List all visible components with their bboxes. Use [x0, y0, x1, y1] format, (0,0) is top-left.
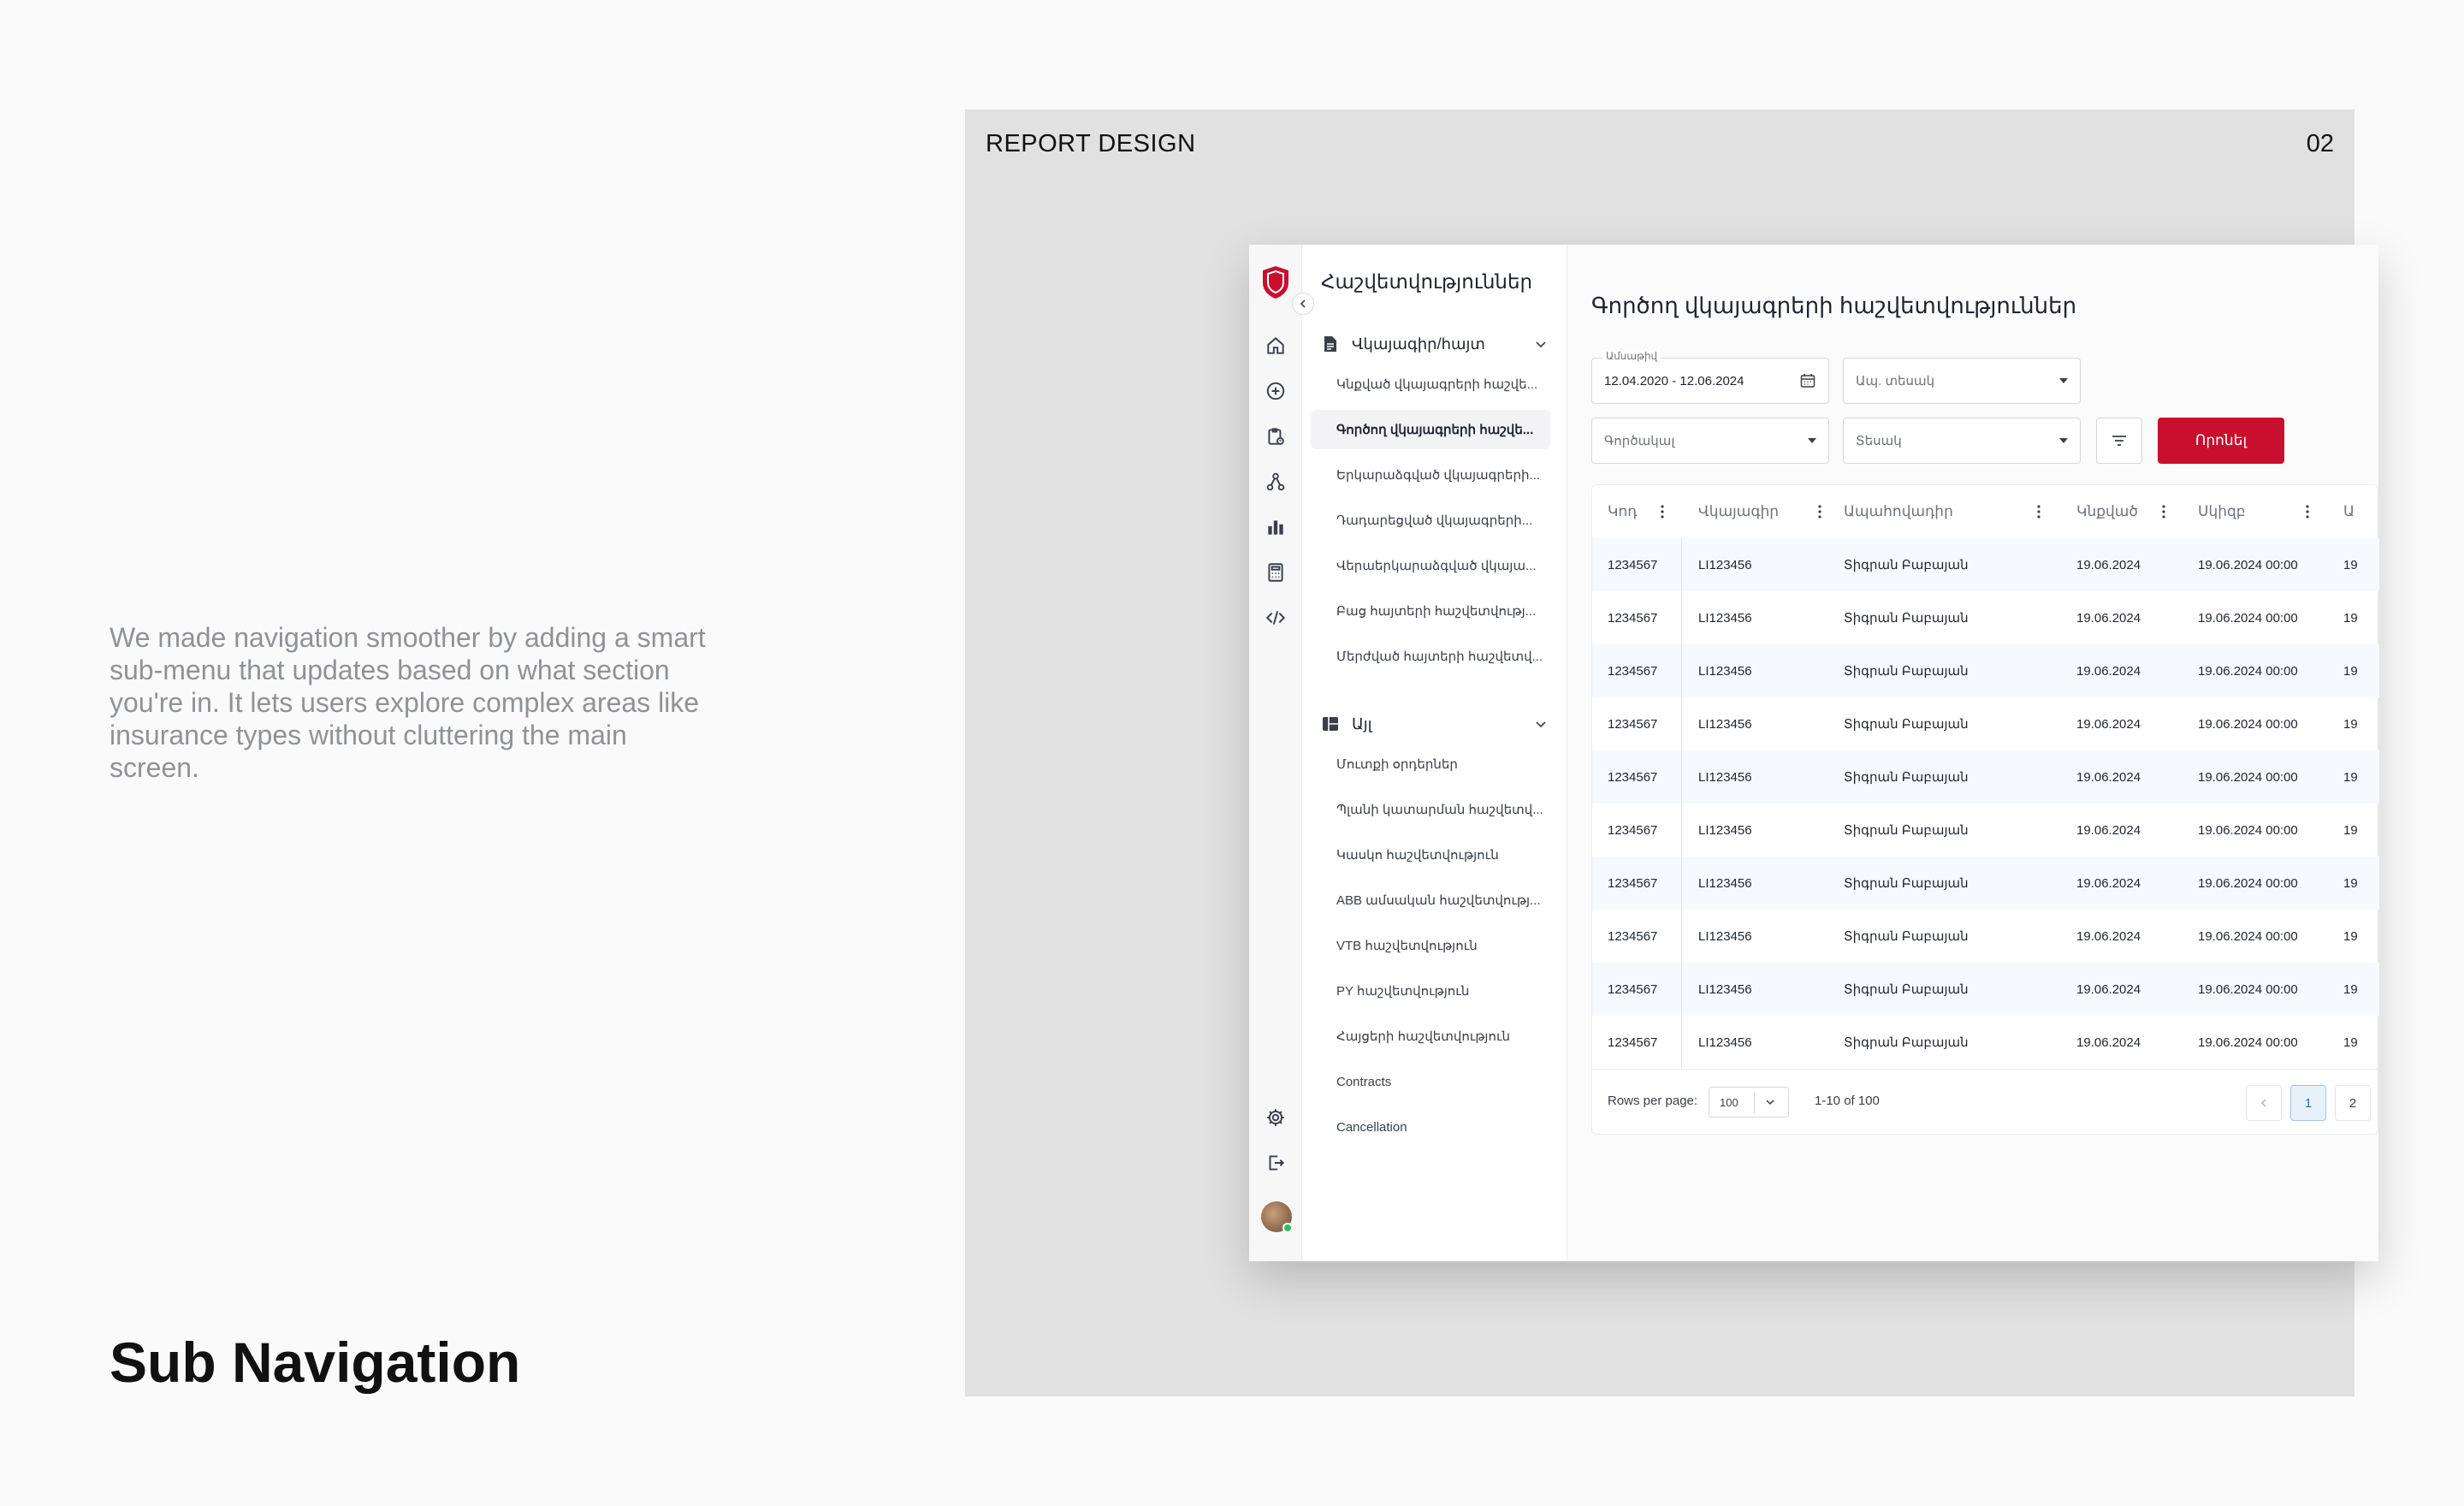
avatar[interactable]	[1261, 1201, 1292, 1232]
more-vertical-icon[interactable]	[1813, 503, 1827, 520]
sub-navigation	[1302, 245, 1567, 1261]
calendar-icon[interactable]	[1799, 372, 1816, 389]
cell-end-date: 19	[2343, 663, 2358, 679]
column-header-end[interactable]	[2343, 485, 2379, 538]
chevron-left-icon	[1298, 299, 1308, 309]
rows-per-page-label: Rows per page:	[1608, 1094, 1698, 1108]
insurance-type-select[interactable]	[1843, 358, 2081, 404]
subnav-item-vtb-report[interactable]: VTB հաշվետվություն	[1336, 939, 1478, 953]
table-row[interactable]	[1592, 803, 2379, 857]
subnav-item-cancellation[interactable]: Cancellation	[1336, 1119, 1407, 1135]
plus-circle-icon[interactable]	[1264, 379, 1288, 403]
app-window	[1249, 245, 2378, 1261]
cell-start-date: 19.06.2024 00:00	[2198, 716, 2298, 732]
agent-select[interactable]	[1591, 418, 1829, 464]
cell-sealed-date: 19.06.2024	[2076, 610, 2141, 626]
cell-code: 1234567	[1608, 981, 1658, 997]
cell-policyholder: Տիգրան Բաբայան	[1844, 717, 1969, 732]
cell-sealed-date: 19.06.2024	[2076, 875, 2141, 891]
column-header-certificate[interactable]	[1698, 485, 1827, 538]
icon-rail	[1249, 245, 1302, 1261]
cell-code: 1234567	[1608, 769, 1658, 785]
cell-certificate: LI123456	[1698, 981, 1752, 997]
report-design-panel	[965, 110, 2358, 1396]
filter-button[interactable]	[2096, 418, 2142, 464]
cell-start-date: 19.06.2024 00:00	[2198, 557, 2298, 572]
column-header-label: Կնքված	[2076, 503, 2138, 519]
more-vertical-icon[interactable]	[1656, 503, 1669, 520]
cell-start-date: 19.06.2024 00:00	[2198, 663, 2298, 679]
subnav-item-extended-certificates[interactable]: Երկարաձգված վկայագրերի...	[1336, 468, 1541, 483]
chevron-down-icon	[1533, 716, 1549, 732]
subnav-item-sealed-certificates[interactable]: Կնքված վկայագրերի հաշվե...	[1336, 377, 1538, 392]
pagination-range: 1-10 of 100	[1815, 1094, 1880, 1108]
filter-icon	[2110, 431, 2129, 450]
subnav-item-open-requests[interactable]: Բաց հայտերի հաշվետվությ...	[1336, 604, 1537, 619]
cell-start-date: 19.06.2024 00:00	[2198, 981, 2298, 997]
cell-code: 1234567	[1608, 716, 1658, 732]
cell-policyholder: Տիգրան Բաբայան	[1844, 558, 1969, 572]
column-header-start[interactable]	[2198, 485, 2314, 538]
subnav-title: Հաշվետվություններ	[1321, 270, 1533, 293]
subnav-item-plan-execution[interactable]: Պլանի կատարման հաշվետվ...	[1336, 803, 1543, 817]
panel-label: REPORT DESIGN	[986, 130, 1196, 157]
caret-down-icon	[1808, 438, 1816, 443]
page-title: Գործող վկայագրերի հաշվետվություններ	[1591, 293, 2077, 318]
clipboard-icon[interactable]	[1264, 424, 1288, 448]
previous-page-button[interactable]	[2246, 1085, 2282, 1121]
chevron-down-icon	[1533, 336, 1549, 352]
gear-icon[interactable]	[1264, 1106, 1288, 1130]
kind-select[interactable]	[1843, 418, 2081, 464]
subnav-item-contracts[interactable]: Contracts	[1336, 1074, 1392, 1089]
subnav-group-certificates[interactable]	[1321, 329, 1549, 359]
table-pagination	[1592, 1069, 2379, 1135]
subnav-group-label: Վկայագիր/հայտ	[1352, 335, 1485, 353]
page-button-1[interactable]: 1	[2290, 1085, 2326, 1121]
collapse-button[interactable]	[1292, 293, 1314, 315]
report-table	[1591, 484, 2378, 1135]
cell-code: 1234567	[1608, 663, 1658, 679]
kind-placeholder: Տեսակ	[1856, 434, 1902, 448]
column-header-sealed[interactable]	[2076, 485, 2171, 538]
cell-end-date: 19	[2343, 875, 2358, 891]
cell-sealed-date: 19.06.2024	[2076, 663, 2141, 679]
subnav-item-incoming-orders[interactable]: Մուտքի օրդերներ	[1336, 757, 1458, 772]
bar-chart-icon[interactable]	[1264, 515, 1288, 539]
column-header-label: Վկայագիր	[1698, 503, 1780, 519]
cell-code: 1234567	[1608, 557, 1658, 572]
cell-code: 1234567	[1608, 875, 1658, 891]
column-header-policyholder[interactable]	[1844, 485, 2046, 538]
subnav-item-active-certificates[interactable]: Գործող վկայագրերի հաշվե...	[1311, 410, 1550, 449]
agent-placeholder: Գործակալ	[1604, 434, 1675, 448]
cell-certificate: LI123456	[1698, 928, 1752, 944]
table-row[interactable]	[1592, 591, 2379, 644]
cell-start-date: 19.06.2024 00:00	[2198, 822, 2298, 838]
cell-policyholder: Տիգրան Բաբայան	[1844, 611, 1969, 626]
network-icon[interactable]	[1264, 470, 1288, 494]
cell-policyholder: Տիգրան Բաբայան	[1844, 1035, 1969, 1050]
cell-code: 1234567	[1608, 928, 1658, 944]
cell-start-date: 19.06.2024 00:00	[2198, 1035, 2298, 1050]
cell-end-date: 19	[2343, 769, 2358, 785]
cell-end-date: 19	[2343, 610, 2358, 626]
cell-sealed-date: 19.06.2024	[2076, 928, 2141, 944]
subnav-item-claims-report[interactable]: Հայցերի հաշվետվություն	[1336, 1029, 1511, 1044]
table-row[interactable]	[1592, 750, 2379, 803]
cell-certificate: LI123456	[1698, 663, 1752, 679]
chevron-left-icon	[2259, 1098, 2269, 1108]
subnav-item-terminated-certificates[interactable]: Դադարեցված վկայագրերի...	[1336, 513, 1533, 528]
subnav-group-other[interactable]	[1321, 709, 1549, 739]
date-range-field[interactable]	[1591, 350, 1829, 404]
column-divider	[1681, 538, 1682, 1069]
cell-sealed-date: 19.06.2024	[2076, 557, 2141, 572]
cell-end-date: 19	[2343, 822, 2358, 838]
cell-end-date: 19	[2343, 716, 2358, 732]
page-button-2[interactable]: 2	[2335, 1085, 2371, 1121]
table-row[interactable]	[1592, 910, 2379, 963]
cell-start-date: 19.06.2024 00:00	[2198, 610, 2298, 626]
cell-certificate: LI123456	[1698, 822, 1752, 838]
slide-description: We made navigation smoother by adding a smart sub-menu that updates based on what section you're in. It lets users explore complex areas like insurance types without cluttering the main screen.	[110, 622, 706, 783]
cell-policyholder: Տիգրան Բաբայան	[1844, 876, 1969, 891]
main-content	[1567, 245, 2378, 1261]
cell-certificate: LI123456	[1698, 557, 1752, 572]
more-vertical-icon[interactable]	[2157, 503, 2171, 520]
cell-code: 1234567	[1608, 610, 1658, 626]
code-icon[interactable]	[1264, 606, 1288, 630]
document-icon	[1321, 335, 1340, 353]
cell-policyholder: Տիգրան Բաբայան	[1844, 664, 1969, 679]
cell-end-date: 19	[2343, 928, 2358, 944]
cell-end-date: 19	[2343, 557, 2358, 572]
cell-certificate: LI123456	[1698, 610, 1752, 626]
calculator-icon[interactable]	[1264, 560, 1288, 584]
chevron-down-icon	[1762, 1094, 1778, 1110]
subnav-item-abb-monthly[interactable]: ABB ամսական հաշվետվությ...	[1336, 893, 1541, 908]
caret-down-icon	[2059, 438, 2068, 443]
more-vertical-icon[interactable]	[2301, 503, 2314, 520]
rows-per-page-value: 100	[1720, 1095, 1738, 1109]
column-header-label: Սկիզբ	[2198, 503, 2246, 519]
cell-start-date: 19.06.2024 00:00	[2198, 928, 2298, 944]
panel-number: 02	[2306, 130, 2334, 157]
cell-policyholder: Տիգրան Բաբայան	[1844, 982, 1969, 997]
layout-icon	[1321, 714, 1340, 733]
brand-shield-icon[interactable]	[1261, 265, 1290, 299]
date-range-value: 12.04.2020 - 12.06.2024	[1604, 373, 1744, 388]
column-header-label: Ա	[2343, 503, 2355, 519]
rows-per-page-select[interactable]	[1709, 1087, 1789, 1118]
date-range-label: Ամսաթիվ	[1602, 350, 1661, 362]
table-row[interactable]	[1592, 538, 2379, 591]
subnav-group-label: Այլ	[1352, 714, 1372, 732]
cell-end-date: 19	[2343, 981, 2358, 997]
home-icon[interactable]	[1264, 334, 1288, 358]
online-status-dot	[1282, 1223, 1293, 1233]
table-row[interactable]	[1592, 644, 2379, 697]
logout-icon[interactable]	[1264, 1151, 1288, 1175]
cell-start-date: 19.06.2024 00:00	[2198, 769, 2298, 785]
cell-certificate: LI123456	[1698, 769, 1752, 785]
caret-down-icon	[2059, 378, 2068, 383]
cell-end-date: 19	[2343, 1035, 2358, 1050]
insurance-type-placeholder: Ապ. տեսակ	[1856, 374, 1935, 388]
slide-title: Sub Navigation	[110, 1331, 521, 1394]
more-vertical-icon[interactable]	[2032, 503, 2046, 520]
select-divider	[1754, 1093, 1755, 1113]
column-header-label: Կոդ	[1608, 503, 1638, 519]
table-row[interactable]	[1592, 697, 2379, 750]
cell-code: 1234567	[1608, 1035, 1658, 1050]
cell-start-date: 19.06.2024 00:00	[2198, 875, 2298, 891]
cell-certificate: LI123456	[1698, 1035, 1752, 1050]
cell-policyholder: Տիգրան Բաբայան	[1844, 929, 1969, 944]
cell-certificate: LI123456	[1698, 716, 1752, 732]
subnav-item-casco-report[interactable]: Կասկո հաշվետվություն	[1336, 848, 1499, 863]
subnav-item-rejected-requests[interactable]: Մերժված հայտերի հաշվետվ...	[1336, 649, 1543, 664]
cell-policyholder: Տիգրան Բաբայան	[1844, 770, 1969, 785]
cell-sealed-date: 19.06.2024	[2076, 981, 2141, 997]
search-button[interactable]: Որոնել	[2158, 418, 2284, 464]
cell-sealed-date: 19.06.2024	[2076, 716, 2141, 732]
subnav-item-reextended-certificates[interactable]: Վերաերկարաձգված վկայա...	[1336, 559, 1537, 573]
cell-sealed-date: 19.06.2024	[2076, 822, 2141, 838]
column-header-label: Ապահովադիր	[1844, 503, 1953, 519]
subnav-item-py-report[interactable]: PY հաշվետվություն	[1336, 984, 1470, 999]
column-header-code[interactable]	[1608, 485, 1669, 538]
cell-certificate: LI123456	[1698, 875, 1752, 891]
table-row[interactable]	[1592, 1016, 2379, 1069]
cell-policyholder: Տիգրան Բաբայան	[1844, 823, 1969, 838]
cell-code: 1234567	[1608, 822, 1658, 838]
cell-sealed-date: 19.06.2024	[2076, 769, 2141, 785]
table-row[interactable]	[1592, 857, 2379, 910]
table-row[interactable]	[1592, 963, 2379, 1016]
cell-sealed-date: 19.06.2024	[2076, 1035, 2141, 1050]
